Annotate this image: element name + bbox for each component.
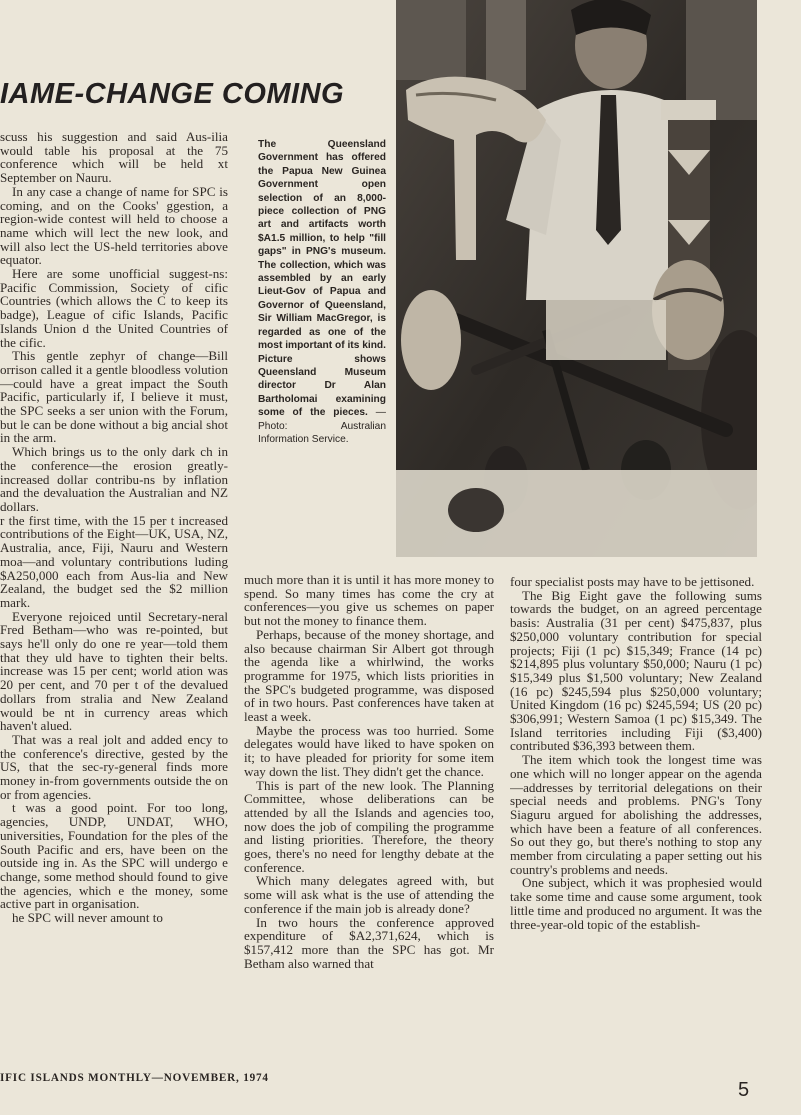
column-2 (244, 573, 494, 1063)
paragraph: This gentle zephyr of change—Bill orrison called it a gentle bloodless volution—could have a great impact the South Pacific, particularly if, I believe it must, the SPC seeks a ser union with the Forum, but le can be done without a big ancial shot in the arm. (0, 348, 228, 446)
paragraph: In two hours the conference approved expenditure of $A2,371,624, which is $157,412 more than the SPC has got. Mr Betham also warned that (244, 914, 494, 971)
page-number: 5 (738, 1079, 750, 1101)
article-photo (396, 0, 757, 557)
photo-image (396, 0, 757, 557)
paragraph: Maybe the process was too hurried. Some delegates would have liked to have spoken on it; to have pleaded for priority for some item way down the list. They didn't get the chance. (244, 722, 494, 779)
paragraph: Perhaps, because of the money shortage, and also because chairman Sir Albert got through the agenda like a whirlwind, the works programme for 1975, which lists priorities in the SPC's budgeted programme, was disposed of in two hours. Past conferences have taken at least a week. (244, 626, 494, 725)
paragraph: That was a real jolt and added ency to the conference's directive, gested by the US, that the sec-ry-general finds more money in-from governments outside the on or from agencies. (0, 731, 228, 802)
paragraph: This is part of the new look. The Planning Committee, whose deliberations can be attended by all the Islands and agencies too, now does the job of compiling the programme and listing priorities. Therefore, the theory goes, there's no need for lengthy debate at the conference. (244, 777, 494, 875)
running-footer: IFIC ISLANDS MONTHLY—NOVEMBER, 1974 (0, 1072, 269, 1084)
photo-credit: — Photo: Australian Information Service. (258, 407, 386, 445)
photo-caption (258, 138, 386, 446)
paragraph: he SPC will never amount to (12, 910, 163, 926)
paragraph: The item which took the longest time was one which will no longer appear on the agenda—addresses by territorial delegations on their special needs and problems. PNG's Tony Siaguru argued for abolishing the addresses, which have been a feature of all conferences. So out they go, but there's nothing to stop any member from circulating a paper setting out his country's problems and needs. (510, 752, 762, 877)
paragraph: four specialist posts may have to be jettisoned. (510, 575, 755, 589)
column-3 (510, 575, 762, 1065)
paragraph: One subject, which it was prophesied would take some time and cause some argument, took little time and produced no argument. It was the three-year-old topic of the establish- (510, 875, 762, 932)
paragraph: Here are some unofficial suggest-ns: Pacific Commission, Society of cific Countries (which allows the C to keep its badge), League of cific Islands, Pacific Islands Union d the United Countries of the cific. (0, 266, 228, 350)
paragraph: In any case a change of name for SPC is coming, and on the Cooks' ggestion, a region-wide contest will held to choose a name which will lect the new look, and will also lect the US-held territories above equator. (0, 183, 228, 268)
caption-text: The Queensland Government has offered the Papua New Guinea Government open selection of an 8,000-piece collection of PNG art and artifacts worth $A1.5 million, to help "fill gaps" in PNG's museum. The collection, which was assembled by an early Lieut-Gov of Papua and Governor of Queensland, Sir William MacGregor, is regarded as one of the most important of its kind. Picture shows Queensland Museum director Dr Alan Bartholomai examining some of the pieces. (258, 139, 386, 419)
paragraph: Everyone rejoiced until Secretary-neral Fred Betham—who was re-pointed, but says he'll only do one re year—told them that they uld have to tighten their belts. increase was 15 per cent; world ation was 20 per cent, and 70 per t of the devalued dollars from stralia and New Zealand would be nt in currency areas which haven't alued. (0, 608, 228, 734)
paragraph: scuss his suggestion and said Aus-ilia would table his proposal at the 75 conference which will be held xt September on Nauru. (0, 130, 228, 186)
column-1 (0, 130, 228, 1060)
paragraph: The Big Eight gave the following sums towards the budget, on an agreed percentage basis: Australia (31 per cent) $475,837, plus $250,000 voluntary contribution for special projects; Fiji (1 pc) $15,349; France (14 pc) $214,895 plus voluntary $50,000; Nauru (1 pc) $15,349 plus $1,500 voluntary; New Zealand (16 pc) $245,594 plus $250,000 voluntary; United Kingdom (16 pc) $245,594; US (20 pc) $306,991; Western Samoa (1 pc) $15,349. The Island territories including Fiji ($3,400) contributed $36,393 between them. (510, 587, 762, 754)
article-headline: IAME-CHANGE COMING (0, 78, 345, 110)
paragraph: Which many delegates agreed with, but some will ask what is the use of attending the conference if the main job is already done? (244, 873, 494, 916)
paragraph: Which brings us to the only dark ch in the conference—the erosion greatly-increased dollar contribu-ns by inflation and the devaluation the Australian and NZ dollars. (0, 444, 228, 514)
paragraph: t was a good point. For too long, agencies, UNDP, UNDAT, WHO, universities, Foundation for the ples of the South Pacific and ers, have been on the outside ing in. As the SPC will undergo e change, some method should found to give the agencies, which e the money, some active part in organisation. (0, 800, 228, 912)
paragraph: r the first time, with the 15 per t increased contributions of the Eight—UK, USA, NZ, Australia, ance, Fiji, Nauru and Western moa—and voluntary contributions luding $A250,000 each from Aus-lia and New Zealand, the budget sed the $2 million mark. (0, 512, 228, 610)
paragraph: much more than it is until it has more money to spend. So many times has come the cry at conferences—you give us schemes on paper but not the money to finance them. (244, 573, 494, 629)
